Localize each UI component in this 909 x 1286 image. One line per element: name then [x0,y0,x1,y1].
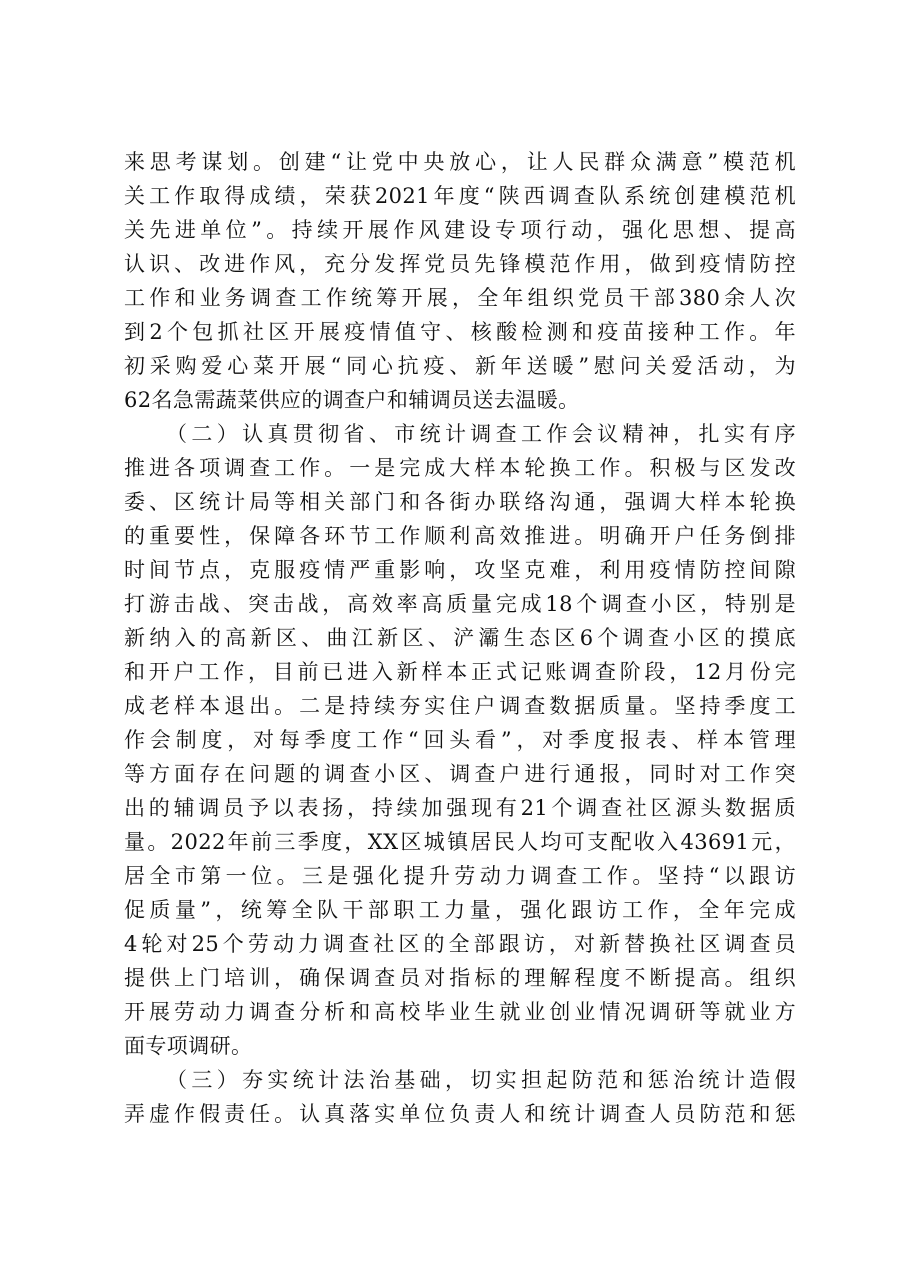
text-line: 开展劳动力调查分析和高校毕业生就业创业情况调研等就业方 [124,1000,796,1024]
text-line: 提供上门培训，确保调查员对指标的理解程度不断提高。组织 [124,966,796,990]
text-line: 打游击战、突击战，高效率高质量完成18个调查小区，特别是 [124,592,796,616]
text-line: 推进各项调查工作。一是完成大样本轮换工作。积极与区发改 [124,456,796,480]
text-line: 初采购爱心菜开展“同心抗疫、新年送暖”慰问关爱活动，为 [124,354,796,378]
paragraph-3 [124,1063,796,1131]
text-line: 来思考谋划。创建“让党中央放心，让人民群众满意”模范机 [124,150,796,174]
text-line: 量。2022年前三季度，XX区城镇居民人均可支配收入43691元， [124,830,796,854]
text-line: 认识、改进作风，充分发挥党员先锋模范作用，做到疫情防控 [124,252,796,276]
text-line: 和开户工作，目前已进入新样本正式记账调查阶段，12月份完 [124,660,796,684]
text-line: （二）认真贯彻省、市统计调查工作会议精神，扎实有序 [166,422,796,446]
text-line: 关先进单位”。持续开展作风建设专项行动，强化思想、提高 [124,218,796,242]
text-line: 新纳入的高新区、曲江新区、浐灞生态区6个调查小区的摸底 [124,626,796,650]
text-line: 出的辅调员予以表扬，持续加强现有21个调查社区源头数据质 [124,796,796,820]
text-line: 弄虚作假责任。认真落实单位负责人和统计调查人员防范和惩 [124,1102,796,1126]
text-line: 居全市第一位。三是强化提升劳动力调查工作。坚持“以跟访 [124,864,796,888]
paragraph-1 [124,145,796,417]
text-line: 作会制度，对每季度工作“回头看”，对季度报表、样本管理 [124,728,796,752]
text-line: 时间节点，克服疫情严重影响，攻坚克难，利用疫情防控间隙 [124,558,796,582]
text-line: 关工作取得成绩，荣获2021年度“陕西调查队系统创建模范机 [124,184,796,208]
text-line: 的重要性，保障各环节工作顺利高效推进。明确开户任务倒排 [124,524,796,548]
document-body [124,145,796,1131]
text-line: 62名急需蔬菜供应的调查户和辅调员送去温暖。 [124,388,580,412]
text-line: 面专项调研。 [124,1034,253,1058]
text-line: 工作和业务调查工作统筹开展，全年组织党员干部380余人次 [124,286,796,310]
text-line: 到2个包抓社区开展疫情值守、核酸检测和疫苗接种工作。年 [124,320,796,344]
text-line: 成老样本退出。二是持续夯实住户调查数据质量。坚持季度工 [124,694,796,718]
text-line: 4轮对25个劳动力调查社区的全部跟访，对新替换社区调查员 [124,932,796,956]
text-line: 等方面存在问题的调查小区、调查户进行通报，同时对工作突 [124,762,796,786]
text-line: 促质量”，统筹全队干部职工力量，强化跟访工作，全年完成 [124,898,796,922]
text-line: （三）夯实统计法治基础，切实担起防范和惩治统计造假 [166,1068,796,1092]
paragraph-2 [124,417,796,1063]
text-line: 委、区统计局等相关部门和各街办联络沟通，强调大样本轮换 [124,490,796,514]
